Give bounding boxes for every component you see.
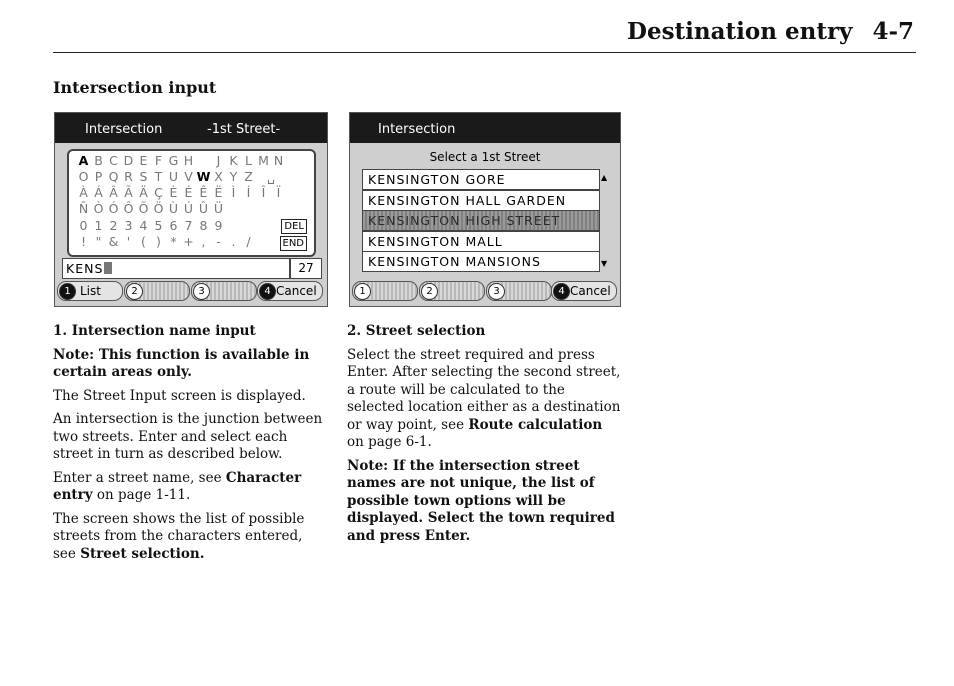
- character-key[interactable]: Û: [198, 201, 209, 216]
- softkey-number: 1: [59, 283, 76, 300]
- character-key[interactable]: (: [141, 234, 146, 249]
- keyboard-row: [76, 153, 286, 169]
- character-key[interactable]: D: [123, 153, 134, 168]
- character-key[interactable]: F: [154, 153, 163, 168]
- character-key[interactable]: È: [169, 185, 178, 200]
- column-1-text: [53, 323, 325, 569]
- list-softkey[interactable]: [57, 281, 123, 301]
- softkey-label: Cancel: [570, 284, 611, 298]
- character-key[interactable]: Ã: [124, 185, 133, 200]
- softkey-number: 1: [354, 283, 371, 300]
- character-key[interactable]: Ü: [213, 201, 224, 216]
- screen-titlebar: [350, 113, 620, 143]
- character-key[interactable]: -: [216, 234, 221, 249]
- character-key[interactable]: Z: [244, 169, 253, 184]
- text-cursor: [104, 262, 112, 274]
- character-key[interactable]: Ù: [168, 201, 179, 216]
- character-key[interactable]: Ï: [276, 185, 281, 200]
- character-key[interactable]: Ö: [153, 201, 164, 216]
- character-key[interactable]: M: [258, 153, 269, 168]
- street-list-item[interactable]: [362, 231, 600, 252]
- step-1-heading: 1. Intersection name input: [53, 323, 256, 339]
- character-key[interactable]: 0: [79, 218, 88, 233]
- street-list-item[interactable]: [362, 210, 600, 231]
- page-number: 4-7: [872, 18, 914, 45]
- softkey-number: 2: [421, 283, 438, 300]
- character-key[interactable]: A: [78, 153, 89, 168]
- softkey-number: 3: [193, 283, 210, 300]
- character-key[interactable]: Ä: [139, 185, 148, 200]
- end-key[interactable]: END: [280, 236, 308, 251]
- character-key[interactable]: Ç: [154, 185, 163, 200]
- softkey-number: 2: [126, 283, 143, 300]
- character-key[interactable]: Í: [246, 185, 251, 200]
- character-key[interactable]: ': [126, 234, 131, 249]
- softkey-3[interactable]: [486, 281, 552, 301]
- street-name: KENSINGTON MALL: [368, 233, 503, 249]
- character-key[interactable]: Ñ: [78, 201, 89, 216]
- screen-title: Intersection: [378, 122, 456, 137]
- softkey-number: 4: [259, 283, 276, 300]
- street-list-item[interactable]: [362, 190, 600, 211]
- street-selection-screen: [349, 112, 621, 307]
- cross-reference: Character entry: [53, 469, 302, 503]
- character-key[interactable]: 9: [214, 218, 223, 233]
- list-prompt: Select a 1st Street: [429, 150, 541, 164]
- street-list-item[interactable]: [362, 169, 600, 190]
- character-key[interactable]: Ì: [231, 185, 236, 200]
- character-key[interactable]: E: [139, 153, 148, 168]
- header-rule: [53, 52, 916, 53]
- keyboard-row: [76, 185, 286, 201]
- character-key[interactable]: K: [229, 153, 238, 168]
- character-key[interactable]: B: [94, 153, 103, 168]
- delete-key[interactable]: DEL: [281, 219, 307, 234]
- character-key[interactable]: S: [139, 169, 148, 184]
- character-key[interactable]: Ú: [183, 201, 194, 216]
- character-key[interactable]: P: [94, 169, 103, 184]
- paragraph: An intersection is the junction between two streets. Enter and select each street in turn as described below.: [53, 411, 323, 462]
- character-key[interactable]: 6: [169, 218, 178, 233]
- character-key[interactable]: Ë: [214, 185, 223, 200]
- character-key[interactable]: Q: [108, 169, 119, 184]
- character-key[interactable]: C: [109, 153, 118, 168]
- scroll-up-icon[interactable]: ▲: [601, 173, 608, 182]
- paragraph: Enter a street name, see Character entry on page 1-11.: [53, 469, 302, 503]
- character-key[interactable]: Á: [94, 185, 103, 200]
- street-list-item[interactable]: [362, 251, 600, 272]
- scroll-down-icon[interactable]: ▼: [601, 259, 608, 268]
- character-key[interactable]: Î: [261, 185, 266, 200]
- street-name: KENSINGTON HALL GARDEN: [368, 192, 567, 208]
- character-key[interactable]: O: [78, 169, 89, 184]
- note-1: Note: This function is available in certain areas only.: [53, 346, 310, 380]
- character-key[interactable]: .: [231, 234, 236, 249]
- softkey-3[interactable]: [191, 281, 257, 301]
- character-key[interactable]: ): [156, 234, 161, 249]
- character-key[interactable]: +: [183, 234, 194, 249]
- character-key[interactable]: 3: [124, 218, 133, 233]
- character-key[interactable]: Y: [229, 169, 238, 184]
- street-name: KENSINGTON HIGH STREET: [368, 213, 561, 228]
- street-mode-label: -1st Street-: [207, 122, 281, 137]
- character-key[interactable]: ,: [201, 234, 206, 249]
- character-key[interactable]: X: [214, 169, 223, 184]
- keyboard-row: [76, 201, 226, 217]
- character-key[interactable]: Ò: [93, 201, 104, 216]
- street-name: KENSINGTON GORE: [368, 172, 506, 187]
- character-key[interactable]: 2: [109, 218, 118, 233]
- softkey-label: Cancel: [276, 284, 317, 298]
- screen-title: Intersection: [85, 122, 163, 137]
- character-key[interactable]: *: [170, 234, 177, 249]
- paragraph: The Street Input screen is displayed.: [53, 387, 306, 404]
- character-key[interactable]: G: [168, 153, 179, 168]
- column-2-text: [347, 323, 621, 551]
- character-key[interactable]: 4: [139, 218, 148, 233]
- note-2: Note: If the intersection street names are not unique, the list of possible town options will be displayed. Select the town required and press Enter.: [347, 457, 615, 544]
- cross-reference: Route calculation: [468, 416, 603, 433]
- character-keyboard: [67, 149, 316, 257]
- entry-text: KENS: [66, 261, 104, 276]
- cross-reference: Street selection.: [80, 545, 205, 562]
- intersection-input-screen: [54, 112, 328, 307]
- character-key[interactable]: !: [80, 234, 86, 249]
- character-key[interactable]: ": [95, 234, 102, 249]
- section-heading: Intersection input: [53, 78, 217, 97]
- paragraph: The screen shows the list of possible streets from the characters entered, see Street selection.: [53, 510, 305, 562]
- character-key[interactable]: Ô: [123, 201, 134, 216]
- character-key[interactable]: /: [246, 234, 251, 249]
- street-name-input[interactable]: [62, 258, 290, 279]
- character-key[interactable]: R: [124, 169, 133, 184]
- character-key[interactable]: 5: [154, 218, 163, 233]
- cancel-softkey[interactable]: [257, 281, 323, 301]
- screen-titlebar: [55, 113, 327, 143]
- character-key[interactable]: H: [183, 153, 194, 168]
- character-key[interactable]: 1: [94, 218, 103, 233]
- space-key[interactable]: ␣: [267, 169, 275, 184]
- character-key[interactable]: J: [216, 153, 221, 168]
- paragraph: Select the street required and press Enter. After selecting the second street, a route will be calculated to the selected location either as a destination or way point, see Route calculation on page 6-1.: [347, 346, 621, 450]
- character-key[interactable]: 8: [199, 218, 208, 233]
- character-key[interactable]: W: [196, 169, 211, 184]
- character-key[interactable]: U: [168, 169, 179, 184]
- cancel-softkey[interactable]: [551, 281, 617, 301]
- character-key[interactable]: É: [184, 185, 193, 200]
- keyboard-row: [76, 234, 256, 250]
- step-2-heading: 2. Street selection: [347, 323, 486, 339]
- character-key[interactable]: Ó: [108, 201, 119, 216]
- character-key[interactable]: À: [79, 185, 88, 200]
- character-key[interactable]: T: [154, 169, 163, 184]
- match-count: 27: [290, 258, 322, 279]
- character-key[interactable]: Â: [109, 185, 118, 200]
- softkey-number: 3: [488, 283, 505, 300]
- header-title: Destination entry: [627, 18, 853, 45]
- keyboard-row: [76, 169, 286, 185]
- character-key[interactable]: 7: [184, 218, 193, 233]
- keyboard-row: [76, 218, 226, 234]
- character-key[interactable]: &: [108, 234, 119, 249]
- softkey-1[interactable]: [352, 281, 418, 301]
- page-header: [627, 18, 914, 45]
- character-key[interactable]: Ê: [199, 185, 208, 200]
- character-key[interactable]: Õ: [138, 201, 149, 216]
- softkey-2[interactable]: [419, 281, 485, 301]
- softkey-label: List: [80, 284, 101, 298]
- softkey-number: 4: [553, 283, 570, 300]
- street-name: KENSINGTON MANSIONS: [368, 254, 541, 269]
- character-key[interactable]: N: [273, 153, 284, 168]
- softkey-2[interactable]: [124, 281, 190, 301]
- character-key[interactable]: V: [184, 169, 193, 184]
- character-key[interactable]: L: [245, 153, 252, 168]
